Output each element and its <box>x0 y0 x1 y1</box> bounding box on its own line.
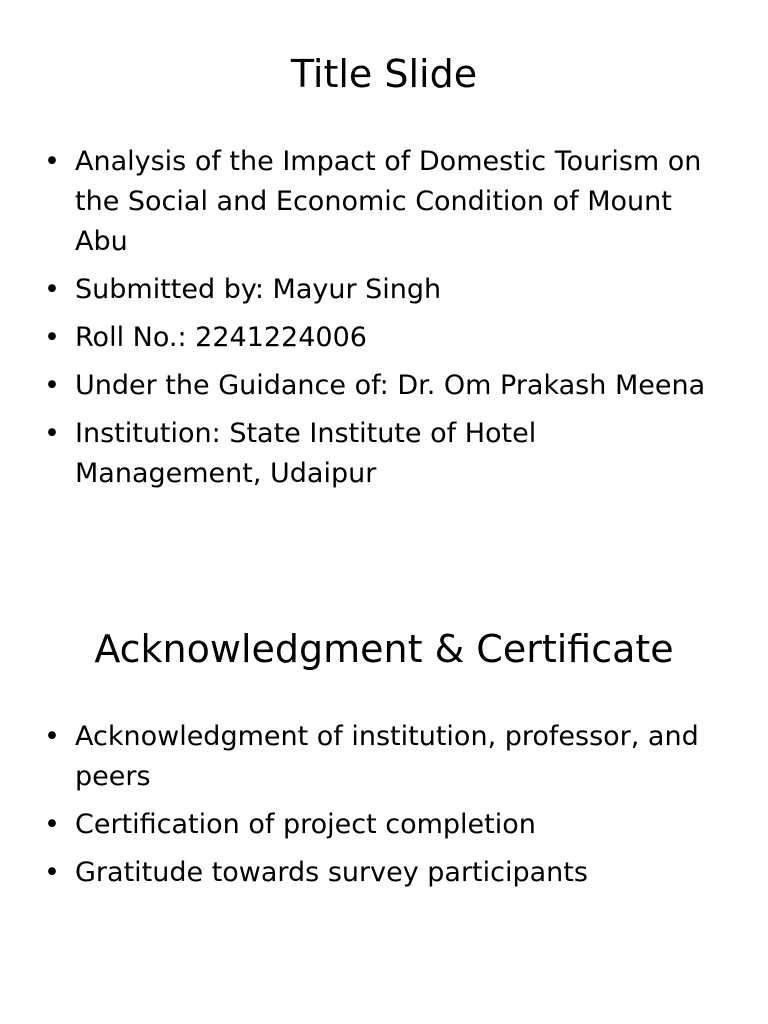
bullet-item-project-title <box>0 142 768 262</box>
bullet-list <box>0 142 768 502</box>
bullet-dot-icon: • <box>44 370 60 401</box>
bullet-text: Under the Guidance of: Dr. Om Prakash Meena <box>75 370 706 401</box>
bullet-dot-icon: • <box>44 809 60 840</box>
bullet-dot-icon: • <box>44 857 60 888</box>
bullet-item-gratitude <box>0 853 768 893</box>
bullet-item-guidance <box>0 366 768 406</box>
bullet-dot-icon: • <box>44 322 60 353</box>
bullet-dot-icon: • <box>44 721 60 752</box>
slide-title: Title Slide <box>290 52 478 96</box>
bullet-text: Institution: State Institute of Hotel Management, Udaipur <box>75 418 537 489</box>
bullet-item-roll-no <box>0 318 768 358</box>
bullet-text: Gratitude towards survey participants <box>75 857 588 888</box>
bullet-text: Acknowledgment of institution, professor, and peers <box>75 721 699 792</box>
bullet-list <box>0 717 768 901</box>
bullet-item-acknowledgment <box>0 717 768 797</box>
bullet-dot-icon: • <box>44 146 60 177</box>
bullet-text: Certification of project completion <box>75 809 536 840</box>
slide-title: Acknowledgment & Certificate <box>94 627 674 671</box>
bullet-text: Analysis of the Impact of Domestic Tourism on the Social and Economic Condition of Mount Abu <box>75 146 702 257</box>
bullet-item-submitted-by <box>0 270 768 310</box>
bullet-dot-icon: • <box>44 274 60 305</box>
slide-acknowledgment <box>0 580 768 1024</box>
bullet-text: Roll No.: 2241224006 <box>75 322 367 353</box>
bullet-dot-icon: • <box>44 418 60 449</box>
bullet-item-institution <box>0 414 768 494</box>
bullet-item-certification <box>0 805 768 845</box>
bullet-text: Submitted by: Mayur Singh <box>75 274 442 305</box>
